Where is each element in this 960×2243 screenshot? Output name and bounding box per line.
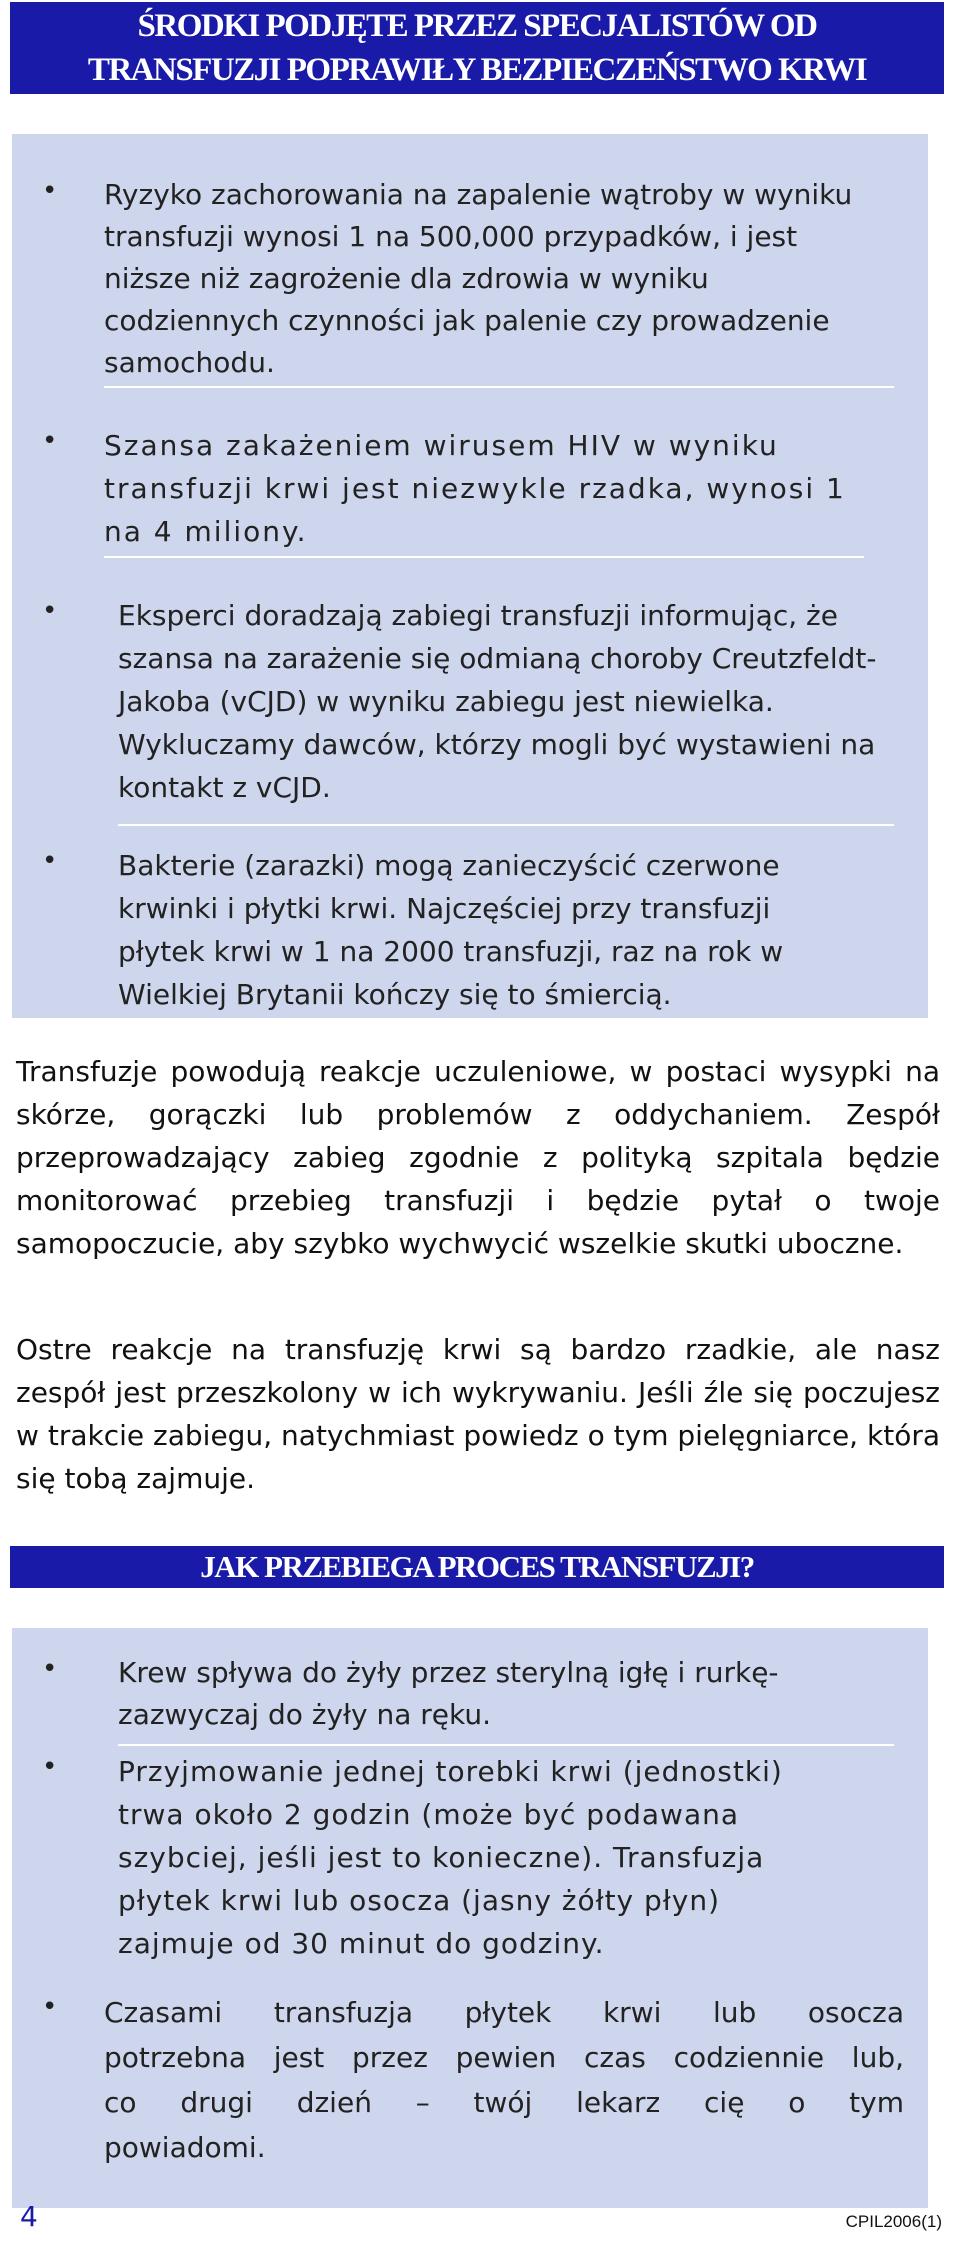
risk-info-panel (12, 134, 928, 1018)
divider (104, 556, 864, 558)
bullet-icon: • (42, 1992, 58, 2022)
list-item-text: Szansa zakażeniem wirusem HIV w wyniku transfuzji krwi jest niezwykle rzadka, wynosi 1 na 4 miliony. (104, 429, 846, 548)
allergy-paragraph: Transfuzje powodują reakcje uczuleniowe, w postaci wysypki na skórze, gorączki lub problemów z oddychaniem. Zespół przeprowadzający zabieg zgodnie z polityką szpitala będzie monitorować przebieg transfuzji i będzie pytał o twoje samopoczucie, aby szybko wychwycić wszelkie skutki uboczne. (16, 1055, 940, 1260)
bullet-icon: • (42, 426, 58, 456)
section-header-process: JAK PRZEBIEGA PROCES TRANSFUZJI? (10, 1546, 944, 1588)
bullet-icon: • (42, 176, 58, 206)
list-item-text: Ryzyko zachorowania na zapalenie wątroby w wyniku transfuzji wynosi 1 na 500,000 przypadków, i jest niższe niż zagrożenie dla zdrowia w wyniku codziennych czynności jak palenie czy prowadzenie samochodu. (104, 178, 853, 379)
list-item-text: Bakterie (zarazki) mogą zanieczyścić czerwone krwinki i płytki krwi. Najczęściej przy transfuzji płytek krwi w 1 na 2000 transfuzji, raz na rok w Wielkiej Brytanii kończy się to śmiercią. (118, 849, 784, 1011)
list-item-text: Krew spływa do żyły przez sterylną igłę i rurkę- zazwyczaj do żyły na ręku. (118, 1656, 779, 1731)
list-item-text: Przyjmowanie jednej torebki krwi (jednostki) trwa około 2 godzin (może być podawana szybciej, jeśli jest to konieczne). Transfuzja płytek krwi lub osocza (jasny żółty płyn) zajmuje od 30 minut do godziny. (118, 1755, 783, 1960)
header-line-2: TRANSFUZJI POPRAWIŁY BEZPIECZEŃSTWO KRWI (87, 52, 867, 88)
document-code: CPIL2006(1) (845, 2212, 942, 2231)
bullet-icon: • (42, 846, 58, 876)
list-item-text: Czasami transfuzja płytek krwi lub osocza potrzebna jest przez pewien czas codziennie lub, co drugi dzień – twój lekarz cię o tym powiadomi. (104, 1996, 904, 2164)
acute-reaction-paragraph: Ostre reakcje na transfuzję krwi są bardzo rzadkie, ale nasz zespół jest przeszkolony w ich wykrywaniu. Jeśli źle się poczujesz w trakcie zabiegu, natychmiast powiedz o tym pielęgniarce, która się tobą zajmuje. (16, 1333, 940, 1495)
page-number: 4 (20, 2200, 38, 2233)
bullet-icon: • (42, 1752, 58, 1782)
bullet-icon: • (42, 1654, 58, 1684)
divider (104, 386, 894, 388)
section-header-safety (10, 2, 944, 94)
divider (118, 824, 894, 826)
divider (118, 1744, 894, 1746)
process-info-panel (12, 1628, 928, 2208)
header-line-1: ŚRODKI PODJĘTE PRZEZ SPECJALISTÓW OD (137, 8, 817, 44)
bullet-icon: • (42, 596, 58, 626)
list-item-text: Eksperci doradzają zabiegi transfuzji informując, że szansa na zarażenie się odmianą choroby Creutzfeldt- Jakoba (vCJD) w wyniku zabiegu jest niewielka. Wykluczamy dawców, którzy mogli być wystawieni na kontakt z vCJD. (118, 599, 877, 804)
